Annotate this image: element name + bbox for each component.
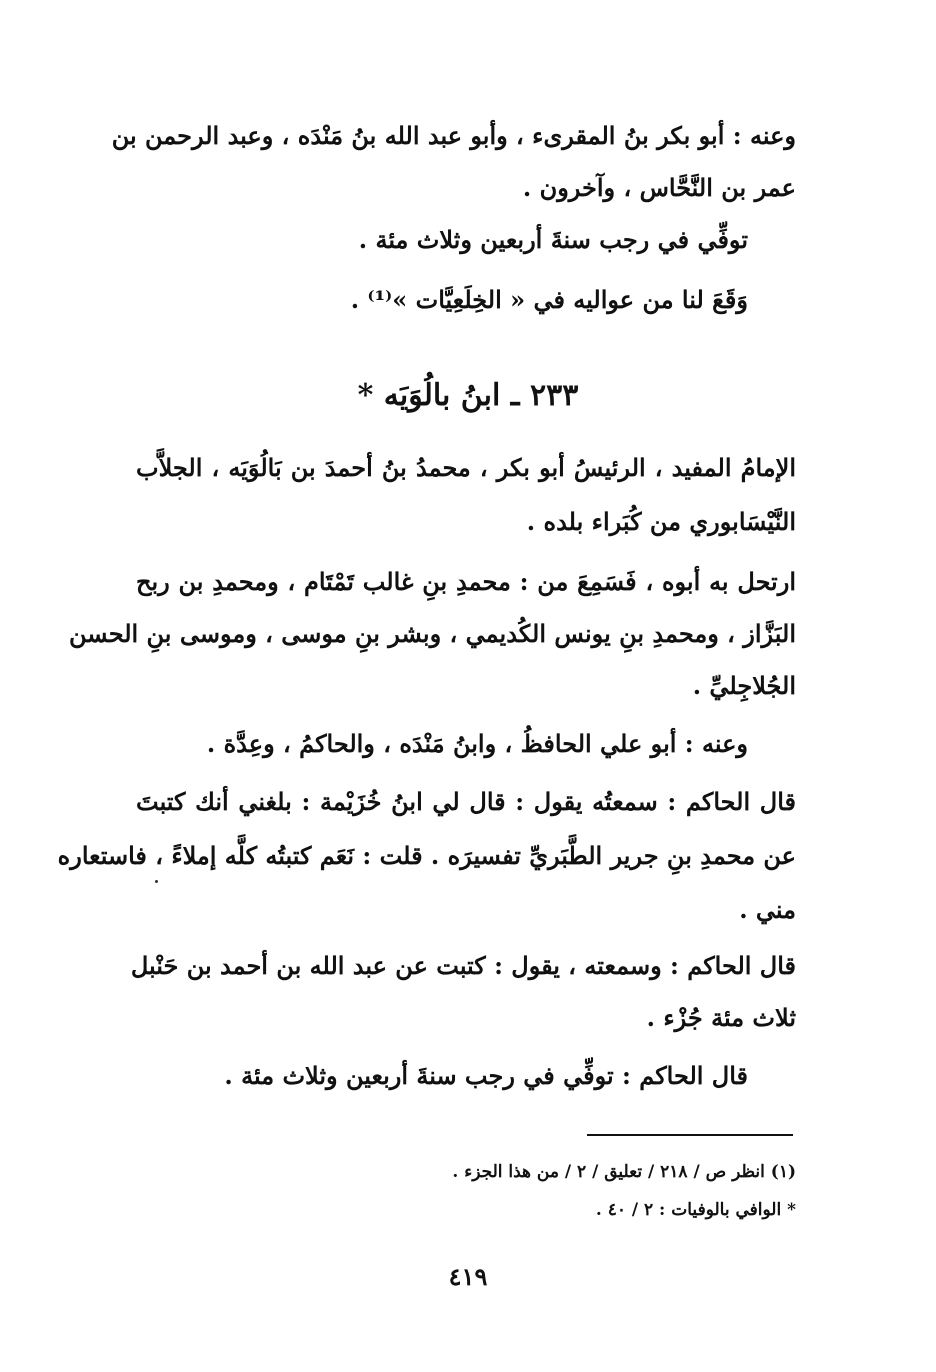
text-line: عن محمدِ بنِ جرير الطَّبَريِّ تفسيرَه . قلت : نَعَم كتبتُه كلَّه إملاءً ، فاستعاره (57, 841, 796, 870)
footnote: * الوافي بالوفيات : ٢ / ٤٠ . (595, 1200, 796, 1220)
page-number: ٤١٩ (448, 1262, 488, 1291)
text-line: ثلاث مئة جُزْء . (646, 1003, 796, 1032)
entry-title: ٢٣٣ ـ ابنُ بالُوَيَه * (357, 378, 579, 413)
text-line: قال الحاكم : وسمعته ، يقول : كتبت عن عبد الله بن أحمد بن حَنْبل (130, 951, 796, 980)
scan-speck (155, 880, 158, 883)
text-line: قال الحاكم : سمعتُه يقول : قال لي ابنُ خُزَيْمة : بلغني أنك كتبتَ (136, 787, 796, 816)
text-line: قال الحاكم : توفِّي في رجب سنةَ أربعين وثلاث مئة . (224, 1061, 748, 1090)
footnote-separator (587, 1134, 793, 1136)
text-line: الجُلاجِليِّ . (692, 671, 796, 700)
text-line: النَّيْسَابوري من كُبَراء بلده . (526, 507, 796, 536)
text-line: عمر بن النَّحَّاس ، وآخرون . (522, 173, 796, 202)
text-line: وَقَعَ لنا من عواليه في « الخِلَعِيَّات »⁽¹⁾ . (350, 285, 748, 314)
text-line: البَزَّاز ، ومحمدِ بنِ يونس الكُديمي ، وبشر بنِ موسى ، وموسى بنِ الحسن (69, 619, 796, 648)
text-line: وعنه : أبو بكر بنُ المقرىء ، وأبو عبد الله بنُ مَنْدَه ، وعبد الرحمن بن (111, 121, 796, 150)
text-line: ارتحل به أبوه ، فَسَمِعَ من : محمدِ بنِ غالب تَمْتَام ، ومحمدِ بن ربح (136, 567, 796, 596)
text-line: وعنه : أبو علي الحافظُ ، وابنُ مَنْدَه ، والحاكمُ ، وعِدَّة . (206, 729, 748, 758)
footnote: (١) انظر ص / ٢١٨ / تعليق / ٢ / من هذا الجزء . (452, 1162, 796, 1182)
text-line: الإمامُ المفيد ، الرئيسُ أبو بكر ، محمدُ بنُ أحمدَ بن بَالُوَيَه ، الجلاَّب (136, 453, 796, 482)
text-line: مني . (739, 895, 796, 924)
text-line: توفِّي في رجب سنةَ أربعين وثلاث مئة . (358, 225, 748, 254)
